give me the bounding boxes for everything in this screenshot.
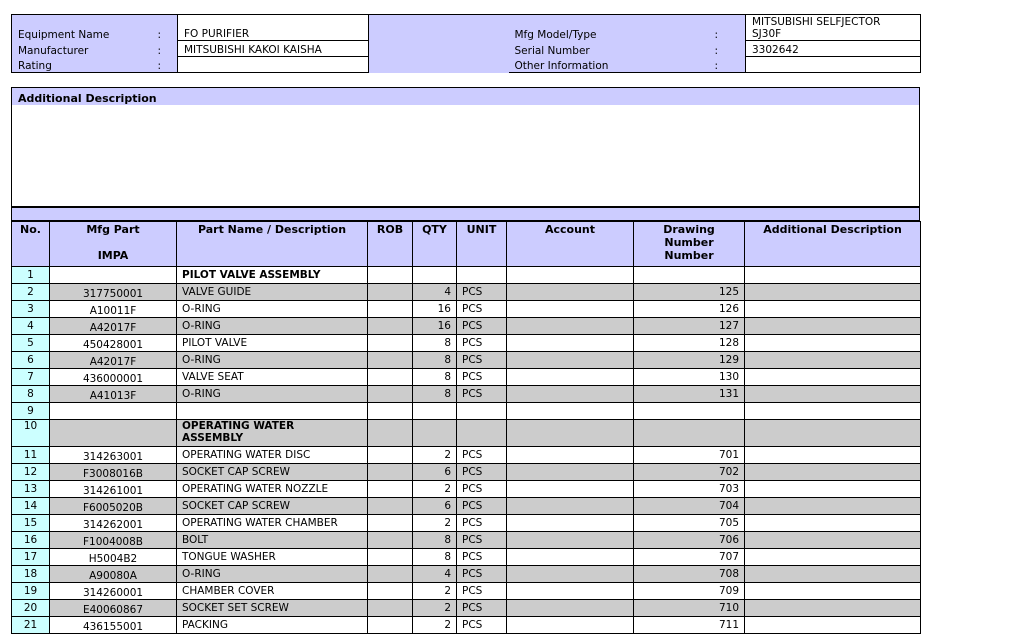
- row-account: [507, 403, 634, 420]
- model-value-line2: SJ30F: [752, 28, 782, 40]
- row-rob: [368, 498, 413, 515]
- manufacturer-value: MITSUBISHI KAKOI KAISHA: [178, 41, 369, 57]
- colon: :: [709, 15, 746, 41]
- table-row: [12, 617, 921, 634]
- row-account: [507, 352, 634, 369]
- row-no: 12: [12, 464, 50, 481]
- row-qty: 8: [413, 386, 457, 403]
- col-qty: QTY: [413, 222, 457, 267]
- row-account: [507, 464, 634, 481]
- row-part-name: CHAMBER COVER: [177, 583, 368, 600]
- row-mfg-part: [50, 267, 177, 284]
- row-drawing: 126: [634, 301, 745, 318]
- table-row: [12, 352, 921, 369]
- row-no: 11: [12, 447, 50, 464]
- row-drawing: [634, 420, 745, 447]
- row-mfg-part: A90080A: [50, 566, 177, 583]
- colon: :: [152, 41, 178, 57]
- row-drawing: 129: [634, 352, 745, 369]
- col-account: Account: [507, 222, 634, 267]
- row-no: 10: [12, 420, 50, 447]
- row-account: [507, 301, 634, 318]
- row-additional: [745, 481, 921, 498]
- row-unit: [457, 420, 507, 447]
- row-no: 13: [12, 481, 50, 498]
- table-row: [12, 515, 921, 532]
- table-row: [12, 583, 921, 600]
- serial-label: Serial Number: [509, 41, 709, 57]
- row-mfg-part: [50, 403, 177, 420]
- row-drawing: 703: [634, 481, 745, 498]
- row-additional: [745, 549, 921, 566]
- row-part-name: O-RING: [177, 566, 368, 583]
- row-drawing: 704: [634, 498, 745, 515]
- col-mfg-part-label: Mfg Part: [86, 223, 140, 236]
- row-part-name: [177, 420, 368, 447]
- row-no: 6: [12, 352, 50, 369]
- row-qty: [413, 420, 457, 447]
- row-qty: 16: [413, 301, 457, 318]
- row-account: [507, 566, 634, 583]
- row-additional: [745, 464, 921, 481]
- row-drawing: 128: [634, 335, 745, 352]
- row-unit: PCS: [457, 369, 507, 386]
- row-rob: [368, 600, 413, 617]
- row-qty: 2: [413, 515, 457, 532]
- row-rob: [368, 481, 413, 498]
- row-mfg-part: E40060867: [50, 600, 177, 617]
- row-rob: [368, 369, 413, 386]
- row-qty: 16: [413, 318, 457, 335]
- row-mfg-part: [50, 420, 177, 447]
- col-drawing-line2: Number: [664, 236, 714, 249]
- row-unit: [457, 267, 507, 284]
- row-mfg-part: A42017F: [50, 352, 177, 369]
- row-account: [507, 420, 634, 447]
- col-unit: UNIT: [457, 222, 507, 267]
- row-part-name: PACKING: [177, 617, 368, 634]
- row-additional: [745, 583, 921, 600]
- row-drawing: 708: [634, 566, 745, 583]
- row-mfg-part: 314260001: [50, 583, 177, 600]
- row-drawing: 127: [634, 318, 745, 335]
- equipment-sheet: [11, 14, 920, 634]
- row-qty: [413, 267, 457, 284]
- equipment-name-value: FO PURIFIER: [178, 15, 369, 41]
- row-additional: [745, 617, 921, 634]
- row-qty: 4: [413, 284, 457, 301]
- row-unit: PCS: [457, 583, 507, 600]
- row-drawing: 702: [634, 464, 745, 481]
- parts-table: [11, 221, 921, 634]
- row-additional: [745, 420, 921, 447]
- parts-table-header: [12, 222, 921, 267]
- col-drawing-number: [634, 222, 745, 267]
- row-no: 20: [12, 600, 50, 617]
- row-part-name: VALVE SEAT: [177, 369, 368, 386]
- row-part-name-line1: OPERATING WATER: [182, 420, 295, 432]
- row-unit: PCS: [457, 549, 507, 566]
- row-qty: 2: [413, 617, 457, 634]
- row-drawing: 709: [634, 583, 745, 600]
- row-rob: [368, 352, 413, 369]
- row-drawing: 125: [634, 284, 745, 301]
- table-row: [12, 369, 921, 386]
- row-part-name: OPERATING WATER DISC: [177, 447, 368, 464]
- row-no: 15: [12, 515, 50, 532]
- row-account: [507, 284, 634, 301]
- model-value-line1: MITSUBISHI SELFJECTOR: [752, 16, 881, 28]
- row-qty: 2: [413, 583, 457, 600]
- row-part-name: TONGUE WASHER: [177, 549, 368, 566]
- row-rob: [368, 532, 413, 549]
- row-unit: PCS: [457, 600, 507, 617]
- serial-value: 3302642: [746, 41, 921, 57]
- row-part-name: OPERATING WATER CHAMBER: [177, 515, 368, 532]
- row-account: [507, 600, 634, 617]
- table-row: [12, 600, 921, 617]
- row-rob: [368, 403, 413, 420]
- row-part-name: O-RING: [177, 318, 368, 335]
- row-no: 16: [12, 532, 50, 549]
- row-rob: [368, 566, 413, 583]
- row-mfg-part: A10011F: [50, 301, 177, 318]
- table-row: [12, 420, 921, 447]
- row-mfg-part: F3008016B: [50, 464, 177, 481]
- table-row: [12, 481, 921, 498]
- table-row: [12, 532, 921, 549]
- row-mfg-part: 314262001: [50, 515, 177, 532]
- row-rob: [368, 447, 413, 464]
- row-drawing: [634, 403, 745, 420]
- row-no: 4: [12, 318, 50, 335]
- row-rob: [368, 583, 413, 600]
- row-unit: PCS: [457, 318, 507, 335]
- row-additional: [745, 515, 921, 532]
- row-qty: 8: [413, 549, 457, 566]
- row-no: 19: [12, 583, 50, 600]
- row-part-name: SOCKET CAP SCREW: [177, 498, 368, 515]
- row-account: [507, 617, 634, 634]
- row-additional: [745, 532, 921, 549]
- row-unit: PCS: [457, 515, 507, 532]
- row-drawing: 707: [634, 549, 745, 566]
- row-qty: 6: [413, 464, 457, 481]
- row-part-name: PILOT VALVE: [177, 335, 368, 352]
- row-drawing: 701: [634, 447, 745, 464]
- row-no: 3: [12, 301, 50, 318]
- row-no: 7: [12, 369, 50, 386]
- row-additional: [745, 318, 921, 335]
- row-additional: [745, 352, 921, 369]
- row-drawing: 130: [634, 369, 745, 386]
- row-additional: [745, 369, 921, 386]
- row-part-name: SOCKET CAP SCREW: [177, 464, 368, 481]
- row-rob: [368, 267, 413, 284]
- row-drawing: 131: [634, 386, 745, 403]
- row-additional: [745, 447, 921, 464]
- table-row: [12, 498, 921, 515]
- manufacturer-label: Manufacturer: [12, 41, 152, 57]
- row-rob: [368, 284, 413, 301]
- row-drawing: 710: [634, 600, 745, 617]
- colon: :: [152, 15, 178, 41]
- row-unit: PCS: [457, 566, 507, 583]
- table-row: [12, 267, 921, 284]
- row-part-name: OPERATING WATER NOZZLE: [177, 481, 368, 498]
- table-row: [12, 403, 921, 420]
- row-unit: PCS: [457, 498, 507, 515]
- colon: :: [709, 57, 746, 73]
- table-row: [12, 284, 921, 301]
- row-mfg-part: A42017F: [50, 318, 177, 335]
- row-no: 8: [12, 386, 50, 403]
- row-unit: PCS: [457, 447, 507, 464]
- row-mfg-part: 314263001: [50, 447, 177, 464]
- row-no: 5: [12, 335, 50, 352]
- row-mfg-part: 314261001: [50, 481, 177, 498]
- row-unit: PCS: [457, 301, 507, 318]
- row-part-name: O-RING: [177, 386, 368, 403]
- row-qty: 2: [413, 481, 457, 498]
- row-additional: [745, 498, 921, 515]
- row-additional: [745, 267, 921, 284]
- row-additional: [745, 284, 921, 301]
- row-account: [507, 318, 634, 335]
- section-divider: [11, 207, 920, 221]
- row-no: 2: [12, 284, 50, 301]
- row-rob: [368, 420, 413, 447]
- row-rob: [368, 549, 413, 566]
- col-rob: ROB: [368, 222, 413, 267]
- row-drawing: 706: [634, 532, 745, 549]
- row-account: [507, 532, 634, 549]
- row-account: [507, 386, 634, 403]
- row-rob: [368, 318, 413, 335]
- row-rob: [368, 335, 413, 352]
- table-row: [12, 447, 921, 464]
- row-additional: [745, 301, 921, 318]
- row-no: 17: [12, 549, 50, 566]
- row-additional: [745, 335, 921, 352]
- row-unit: PCS: [457, 481, 507, 498]
- additional-description-box: [11, 105, 920, 207]
- row-additional: [745, 566, 921, 583]
- row-drawing: [634, 267, 745, 284]
- row-account: [507, 481, 634, 498]
- row-unit: PCS: [457, 464, 507, 481]
- row-mfg-part: F6005020B: [50, 498, 177, 515]
- row-rob: [368, 301, 413, 318]
- row-part-name-line2: ASSEMBLY: [182, 432, 244, 444]
- row-mfg-part: 436000001: [50, 369, 177, 386]
- col-additional-description: Additional Description: [745, 222, 921, 267]
- model-value: [746, 15, 921, 41]
- row-part-name: VALVE GUIDE: [177, 284, 368, 301]
- row-account: [507, 549, 634, 566]
- row-account: [507, 335, 634, 352]
- row-mfg-part: 450428001: [50, 335, 177, 352]
- row-qty: 2: [413, 447, 457, 464]
- col-impa-label: IMPA: [97, 249, 129, 262]
- row-mfg-part: H5004B2: [50, 549, 177, 566]
- row-mfg-part: 436155001: [50, 617, 177, 634]
- row-part-name: SOCKET SET SCREW: [177, 600, 368, 617]
- row-unit: PCS: [457, 386, 507, 403]
- row-part-name: [177, 403, 368, 420]
- row-no: 9: [12, 403, 50, 420]
- row-unit: PCS: [457, 335, 507, 352]
- table-row: [12, 386, 921, 403]
- row-part-name: O-RING: [177, 301, 368, 318]
- equipment-name-label: Equipment Name: [12, 15, 152, 41]
- header-spacer: [369, 15, 509, 73]
- equipment-header-table: [11, 14, 921, 73]
- row-additional: [745, 600, 921, 617]
- row-account: [507, 369, 634, 386]
- col-mfg-part: [50, 222, 177, 267]
- table-row: [12, 335, 921, 352]
- row-part-name: PILOT VALVE ASSEMBLY: [177, 267, 368, 284]
- row-qty: 8: [413, 532, 457, 549]
- table-row: [12, 549, 921, 566]
- table-row: [12, 318, 921, 335]
- row-account: [507, 267, 634, 284]
- row-no: 1: [12, 267, 50, 284]
- row-unit: PCS: [457, 617, 507, 634]
- row-qty: 8: [413, 369, 457, 386]
- row-no: 14: [12, 498, 50, 515]
- row-no: 18: [12, 566, 50, 583]
- additional-description-title: Additional Description: [11, 87, 920, 105]
- row-qty: 4: [413, 566, 457, 583]
- rating-value: [178, 57, 369, 73]
- row-drawing: 705: [634, 515, 745, 532]
- col-drawing-line1: Drawing: [663, 223, 715, 236]
- other-info-label: Other Information: [509, 57, 709, 73]
- row-rob: [368, 617, 413, 634]
- row-no: 21: [12, 617, 50, 634]
- row-mfg-part: 317750001: [50, 284, 177, 301]
- row-additional: [745, 403, 921, 420]
- col-part-name: Part Name / Description: [177, 222, 368, 267]
- colon: :: [152, 57, 178, 73]
- row-unit: PCS: [457, 352, 507, 369]
- row-qty: 8: [413, 335, 457, 352]
- row-drawing: 711: [634, 617, 745, 634]
- row-mfg-part: A41013F: [50, 386, 177, 403]
- row-additional: [745, 386, 921, 403]
- table-row: [12, 566, 921, 583]
- row-mfg-part: F1004008B: [50, 532, 177, 549]
- row-unit: PCS: [457, 532, 507, 549]
- col-no: No.: [12, 222, 50, 267]
- row-rob: [368, 464, 413, 481]
- row-qty: [413, 403, 457, 420]
- row-unit: PCS: [457, 284, 507, 301]
- row-qty: 2: [413, 600, 457, 617]
- table-row: [12, 464, 921, 481]
- row-rob: [368, 386, 413, 403]
- colon: :: [709, 41, 746, 57]
- other-info-value: [746, 57, 921, 73]
- row-account: [507, 583, 634, 600]
- row-qty: 8: [413, 352, 457, 369]
- row-account: [507, 498, 634, 515]
- row-unit: [457, 403, 507, 420]
- row-account: [507, 515, 634, 532]
- rating-label: Rating: [12, 57, 152, 73]
- row-part-name: BOLT: [177, 532, 368, 549]
- model-label: Mfg Model/Type: [509, 15, 709, 41]
- row-part-name: O-RING: [177, 352, 368, 369]
- row-rob: [368, 515, 413, 532]
- row-account: [507, 447, 634, 464]
- row-qty: 6: [413, 498, 457, 515]
- table-row: [12, 301, 921, 318]
- col-drawing-line3: Number: [664, 249, 714, 262]
